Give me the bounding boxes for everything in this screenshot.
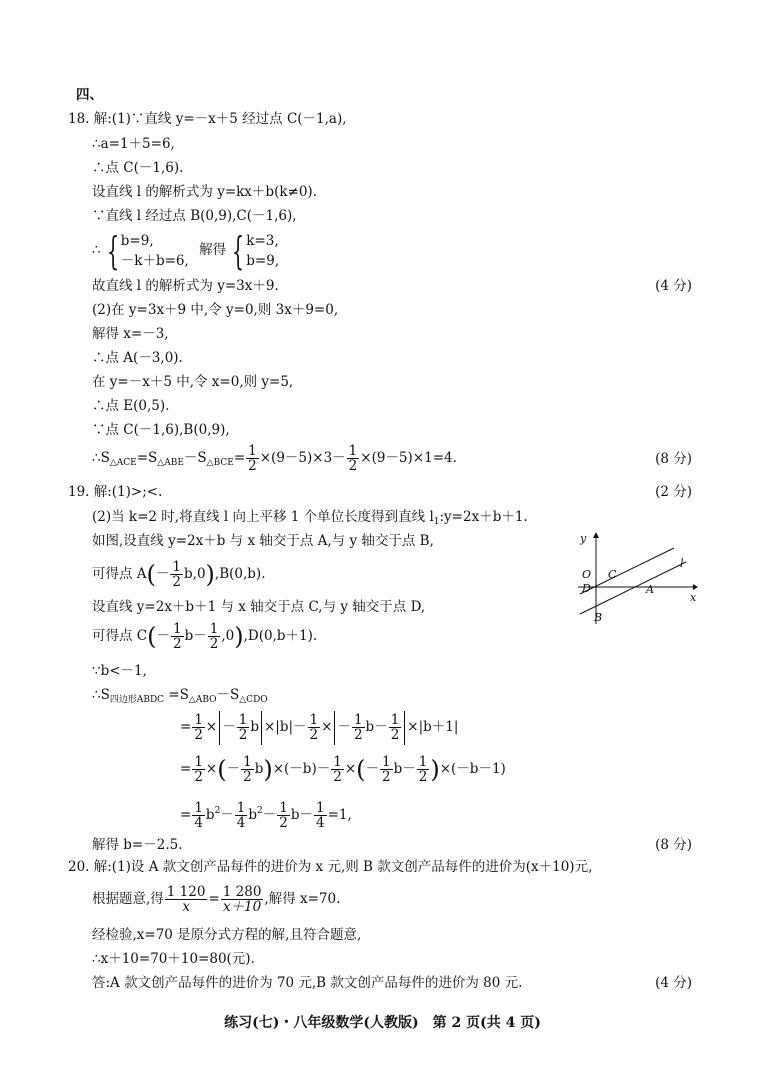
fig-label-c: C [608,568,617,581]
q18-line-2: ∴a=1＋5=6, [92,136,175,152]
q18-line-8: (2)在 y=3x＋9 中,令 y=0,则 3x＋9=0, [92,302,339,318]
q20-equation: 根据题意,得 $\frac{1 120}{x}$ = $\frac{1 280}{x+10}$ ,解得 x=70. [92,884,341,915]
q20-line-4: ∴x＋10=70＋10=80(元). [92,951,255,967]
q20-line-5: 答:A 款文创产品每件的进价为 70 元,B 款文创产品每件的进价为 80 元. [92,975,523,991]
q19-score-2: (8 分) [655,837,692,853]
q19-point-a: 可得点 A(－ $\frac{1}{2}$ b,0),B(0,b). [92,559,266,590]
q20-line-1: 20. 解:(1)设 A 款文创产品每件的进价为 x 元,则 B 款文创产品每件的进价为(x＋10)元, [68,859,593,875]
system1-eq1: b=9, [120,232,154,249]
system1-eq2: －k＋b=6, [120,252,189,269]
page-footer: 练习(七)・八年级数学(人教版) 第 2 页(共 4 页) [224,1015,541,1031]
q18-line-11: 在 y=－x＋5 中,令 x=0,则 y=5, [92,374,294,390]
q19-figure [574,530,699,626]
q18-area-equation: $\therefore S_{\triangle ACE}=S_{\triangle ABE}-S_{\triangle BCE}=$ $\frac{1}{2}$ ×(9－5)×3－ $\frac{1}{2}$ ×(9－5)×1=4. [92,443,457,474]
fraction-half: $\frac{1}{2}$ [248,443,257,474]
fig-label-d: D [582,582,591,595]
fraction-half: $\frac{1}{2}$ [348,443,358,474]
system2-eq1: k=3, [246,232,279,249]
q18-line-9: 解得 x=－3, [92,326,169,342]
fig-label-a: A [646,583,654,596]
q19-line-8: $\therefore S_{四边形ABDC} =S_{\triangle ABO}-S_{\triangle CDO}$ [92,687,268,705]
q19-derivation-1: = $\frac{1}{2}$ × － $\frac{1}{2}$ b ×|b|－ $\frac{1}{2}$ × － $\frac{1}{2}$ b－ $\frac{1}{2}$ ×|b＋1| [180,712,459,743]
q19-line-9: 解得 b=－2.5. [92,837,183,853]
solve-label: 解得 [199,242,227,258]
q18-score-1: (4 分) [655,278,692,294]
q19-score-1: (2 分) [655,484,692,500]
q18-line-13: ∵点 C(－1,6),B(0,9), [92,422,230,438]
q18-line-7: 故直线 l 的解析式为 y=3x＋9. [92,278,279,294]
q20-score: (4 分) [655,975,692,991]
q19-point-c: 可得点 C(－ $\frac{1}{2}$ b－ $\frac{1}{2}$ ,0),D(0,b＋1). [92,621,318,652]
q18-line-12: ∴点 E(0,5). [92,398,170,414]
q18-line-1: 18. 解:(1)∵直线 y=－x＋5 经过点 C(－1,a), [68,111,347,127]
q18-score-2: (8 分) [655,451,692,467]
q18-line-3: ∴点 C(－1,6). [92,160,184,176]
therefore-sign: ∴ [92,242,101,258]
q19-derivation-2: = $\frac{1}{2}$ ×(－ $\frac{1}{2}$ b)×(－b)－ $\frac{1}{2}$ ×(－ $\frac{1}{2}$ b－ $\frac{1}{2}$ )×(－b－1) [180,754,506,785]
q18-line-10: ∴点 A(－3,0). [92,350,183,366]
q19-line-1: 19. 解:(1)>;<. [68,484,163,500]
q19-line-7: ∵b<－1, [92,663,147,679]
q18-line-5: ∵直线 l 经过点 B(0,9),C(－1,6), [92,208,297,224]
fig-label-b: B [594,611,603,624]
q19-line-5: 设直线 y=2x＋b＋1 与 x 轴交于点 C,与 y 轴交于点 D, [92,599,426,615]
system2-eq2: b=9, [246,252,280,269]
q20-line-3: 经检验,x=70 是原分式方程的解,且符合题意, [92,927,362,943]
q19-line-3: 如图,设直线 y=2x＋b 与 x 轴交于点 A,与 y 轴交于点 B, [92,533,434,549]
q18-equation-system: ∴ { b=9, －k＋b=6, 解得 { k=3, b=9, [92,228,280,273]
q18-line-4: 设直线 l 的解析式为 y=kx＋b(k≠0). [92,184,317,200]
q19-line-2: (2)当 k=2 时,将直线 l 向上平移 1 个单位长度得到直线 $l_1:y=2x+b+1$. [92,509,528,527]
fig-label-x: x [690,591,697,604]
q19-derivation-3: = $\frac{1}{4}$ $b^2-$ $\frac{1}{4}$ $b^2-$ $\frac{1}{2}$ b－ $\frac{1}{4}$ =1, [180,800,352,831]
fig-label-o: O [582,568,592,581]
section-heading: 四、 [76,87,103,103]
fig-label-y: y [580,532,587,545]
fig-label-l: l [680,557,684,570]
